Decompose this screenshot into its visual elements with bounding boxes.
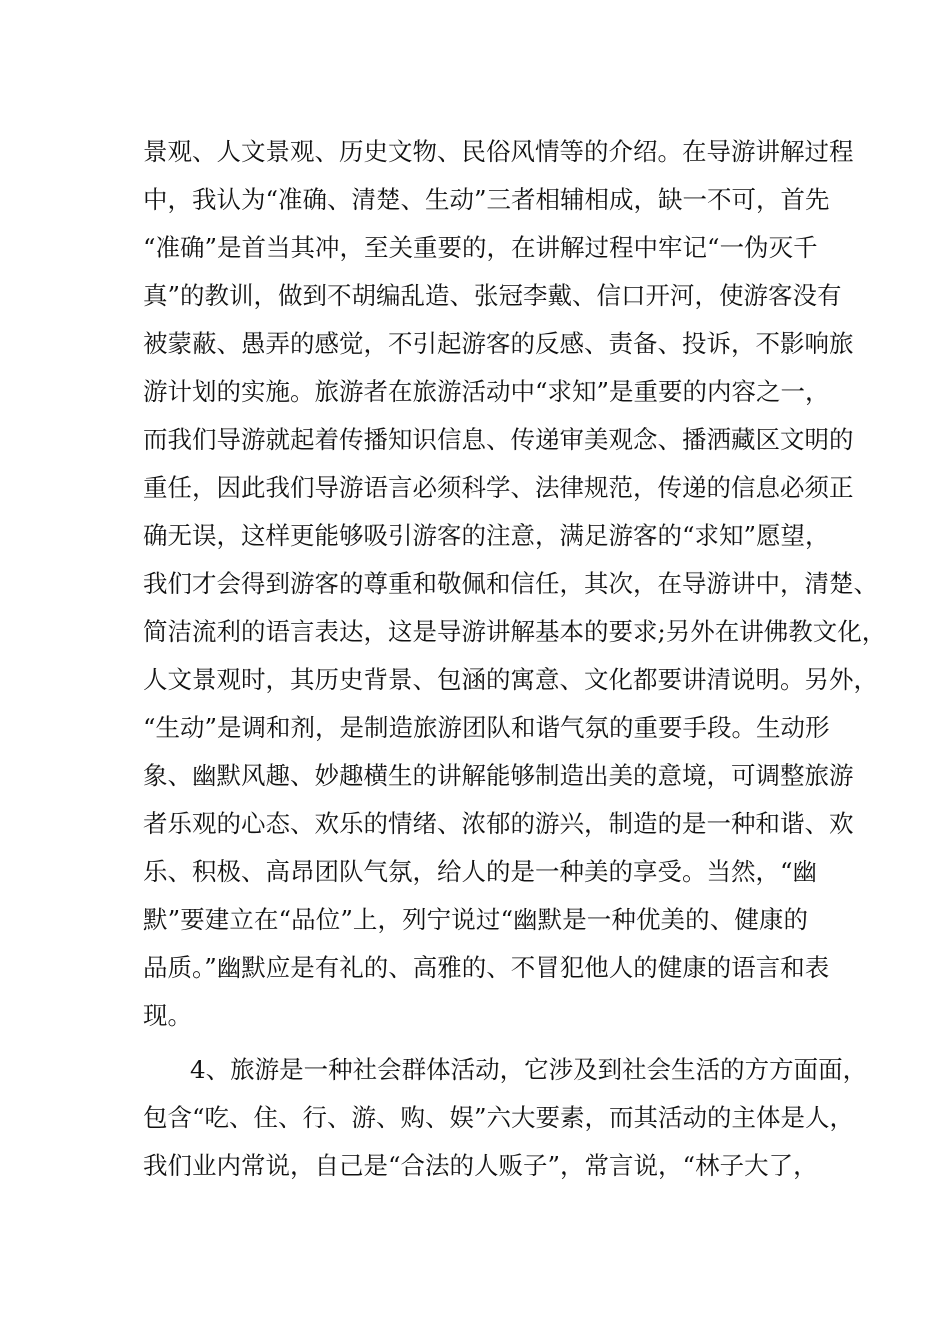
text-line: 人文景观时，其历史背景、包涵的寓意、文化都要讲清说明。另外， (143, 665, 878, 694)
text-line: 真”的教训，做到不胡编乱造、张冠李戴、信口开河，使游客没有 (143, 281, 842, 310)
text-line: 默”要建立在“品位”上，列宁说过“幽默是一种优美的、健康的 (143, 905, 808, 934)
text-line: 4、旅游是一种社会群体活动，它涉及到社会生活的方方面面， (190, 1055, 868, 1084)
text-line: “生动”是调和剂，是制造旅游团队和谐气氛的重要手段。生动形 (143, 713, 830, 742)
text-line: 者乐观的心态、欢乐的情绪、浓郁的游兴，制造的是一种和谐、欢 (143, 809, 854, 838)
text-line: 乐、积极、高昂团队气氛，给人的是一种美的享受。当然，“幽 (143, 857, 818, 886)
text-line: 我们才会得到游客的尊重和敬佩和信任，其次，在导游讲中，清楚、 (143, 569, 878, 598)
text-line: 景观、人文景观、历史文物、民俗风情等的介绍。在导游讲解过程 (143, 137, 854, 166)
text-line: 品质。”幽默应是有礼的、高雅的、不冒犯他人的健康的语言和表 (143, 953, 830, 982)
text-line: 重任，因此我们导游语言必须科学、法律规范，传递的信息必须正 (143, 473, 854, 502)
text-line: “准确”是首当其冲，至关重要的，在讲解过程中牢记“一伪灭千 (143, 233, 818, 262)
text-line: 游计划的实施。旅游者在旅游活动中“求知”是重要的内容之一， (143, 377, 830, 406)
text-line: 被蒙蔽、愚弄的感觉，不引起游客的反感、责备、投诉，不影响旅 (143, 329, 854, 358)
text-line: 象、幽默风趣、妙趣横生的讲解能够制造出美的意境，可调整旅游 (143, 761, 854, 790)
text-line: 确无误，这样更能够吸引游客的注意，满足游客的“求知”愿望， (143, 521, 830, 550)
text-line: 我们业内常说，自己是“合法的人贩子”，常言说，“林子大了， (143, 1151, 818, 1180)
text-line: 简洁流利的语言表达，这是导游讲解基本的要求;另外在讲佛教文化， (143, 617, 887, 646)
text-line: 中，我认为“准确、清楚、生动”三者相辅相成，缺一不可，首先 (143, 185, 830, 214)
text-line: 现。 (143, 1001, 192, 1030)
text-line: 包含“吃、住、行、游、购、娱”六大要素，而其活动的主体是人， (143, 1103, 855, 1132)
text-line: 而我们导游就起着传播知识信息、传递审美观念、播洒藏区文明的 (143, 425, 854, 454)
